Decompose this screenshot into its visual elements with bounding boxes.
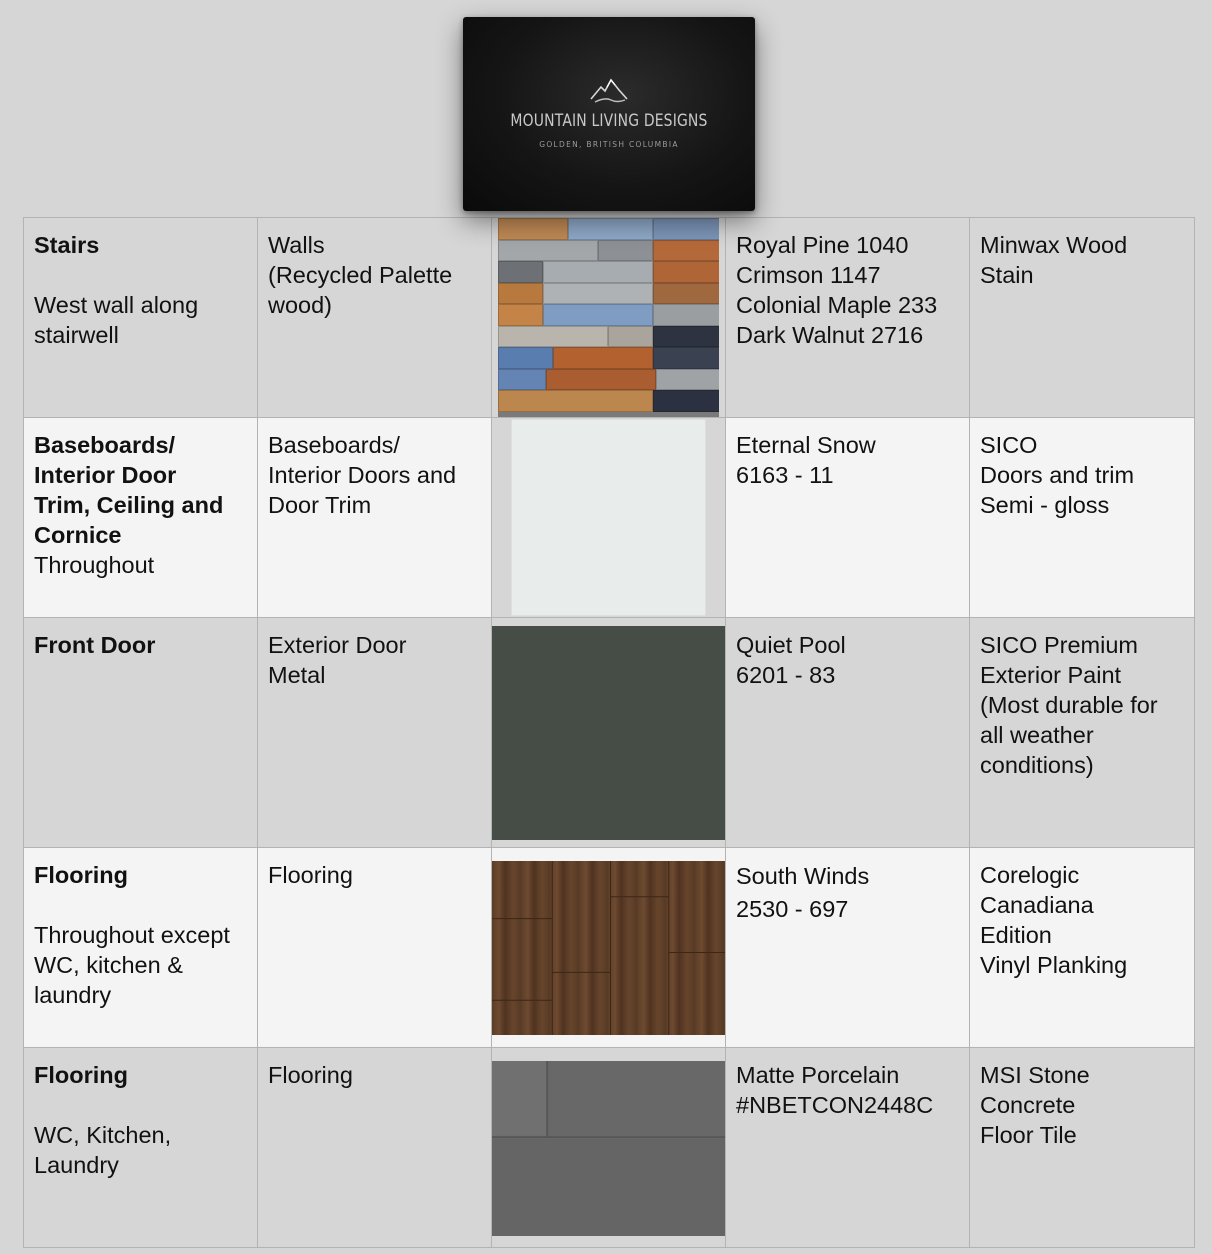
- item-line: Flooring: [268, 862, 353, 888]
- color-line: South Winds: [736, 863, 870, 889]
- area-detail-line: Laundry: [34, 1152, 119, 1178]
- table-row: [24, 1048, 1195, 1248]
- color-cell: [726, 418, 970, 618]
- item-line: Flooring: [268, 1062, 353, 1088]
- reclaimed-wood-swatch: [498, 218, 719, 417]
- area-title-line: Interior Door: [34, 462, 177, 488]
- product-line: Corelogic: [980, 862, 1080, 888]
- area-title-line: Trim, Ceiling and: [34, 492, 224, 518]
- product-line: Concrete: [980, 1092, 1076, 1118]
- area-title-line: Baseboards/: [34, 432, 176, 458]
- product-line: Exterior Paint: [980, 662, 1122, 688]
- color-cell: [726, 848, 970, 1048]
- item-line: wood): [268, 292, 333, 318]
- product-line: Floor Tile: [980, 1122, 1077, 1148]
- area-cell: [24, 1048, 258, 1248]
- color-cell: [726, 618, 970, 848]
- item-cell: [258, 418, 492, 618]
- item-cell: [258, 218, 492, 418]
- product-cell: [970, 1048, 1195, 1248]
- color-line: #NBETCON2448C: [736, 1092, 934, 1118]
- table-row: [24, 418, 1195, 618]
- product-cell: [970, 848, 1195, 1048]
- color-line: Dark Walnut 2716: [736, 322, 924, 348]
- paint-swatch: [511, 419, 706, 616]
- color-line: Quiet Pool: [736, 632, 846, 658]
- item-line: Baseboards/: [268, 432, 400, 458]
- area-detail-line: WC, kitchen &: [34, 952, 183, 978]
- item-line: (Recycled Palette: [268, 262, 453, 288]
- area-detail-line: Throughout except: [34, 922, 230, 948]
- mountain-icon: [589, 75, 629, 105]
- product-cell: [970, 418, 1195, 618]
- product-line: Canadiana: [980, 892, 1094, 918]
- color-cell: [726, 1048, 970, 1248]
- color-line: 2530 - 697: [736, 896, 849, 922]
- area-cell: [24, 848, 258, 1048]
- product-line: Stain: [980, 262, 1034, 288]
- color-line: Eternal Snow: [736, 432, 876, 458]
- logo-card: [463, 17, 755, 211]
- tile-grout: [492, 1061, 725, 1236]
- swatch-cell: [492, 848, 726, 1048]
- area-cell: [24, 218, 258, 418]
- tile-swatch: [492, 1061, 725, 1236]
- area-detail: West wall along stairwell: [34, 292, 199, 348]
- plank-seams: [492, 861, 725, 1035]
- table-row: [24, 618, 1195, 848]
- finish-schedule-table: [23, 217, 1195, 1248]
- area-title: Stairs: [34, 232, 100, 258]
- logo-title: MOUNTAIN LIVING DESIGNS: [510, 111, 708, 131]
- logo-subtitle: GOLDEN, BRITISH COLUMBIA: [539, 140, 679, 149]
- product-line: Edition: [980, 922, 1052, 948]
- product-line: conditions): [980, 752, 1094, 778]
- table-row: [24, 848, 1195, 1048]
- area-detail-line: laundry: [34, 982, 112, 1008]
- item-line: Walls: [268, 232, 325, 258]
- color-line: 6201 - 83: [736, 662, 836, 688]
- product-line: Vinyl Planking: [980, 952, 1128, 978]
- product-line: SICO: [980, 432, 1038, 458]
- vinyl-plank-swatch: [492, 861, 725, 1035]
- product-line: SICO Premium: [980, 632, 1138, 658]
- product-line: (Most durable for: [980, 692, 1158, 718]
- swatch-cell: [492, 218, 726, 418]
- product-cell: [970, 618, 1195, 848]
- product-line: Minwax Wood: [980, 232, 1128, 258]
- product-cell: [970, 218, 1195, 418]
- table-row: [24, 218, 1195, 418]
- item-line: Interior Doors and: [268, 462, 457, 488]
- item-cell: [258, 848, 492, 1048]
- product-line: Doors and trim: [980, 462, 1135, 488]
- area-detail: Throughout: [34, 552, 155, 578]
- color-line: Matte Porcelain: [736, 1062, 900, 1088]
- area-detail-line: WC, Kitchen,: [34, 1122, 172, 1148]
- swatch-cell: [492, 1048, 726, 1248]
- color-line: Colonial Maple 233: [736, 292, 938, 318]
- color-cell: [726, 218, 970, 418]
- color-line: Crimson 1147: [736, 262, 881, 288]
- paint-swatch: [492, 626, 725, 840]
- item-line: Metal: [268, 662, 326, 688]
- color-line: 6163 - 11: [736, 462, 834, 488]
- swatch-cell: [492, 418, 726, 618]
- area-title: Flooring: [34, 862, 128, 888]
- product-line: MSI Stone: [980, 1062, 1090, 1088]
- item-cell: [258, 1048, 492, 1248]
- color-line: Royal Pine 1040: [736, 232, 909, 258]
- area-title: Front Door: [34, 632, 156, 658]
- area-title: Flooring: [34, 1062, 128, 1088]
- item-line: Exterior Door: [268, 632, 407, 658]
- product-line: all weather: [980, 722, 1094, 748]
- area-cell: [24, 418, 258, 618]
- area-cell: [24, 618, 258, 848]
- area-title-line: Cornice: [34, 522, 122, 548]
- item-line: Door Trim: [268, 492, 372, 518]
- item-cell: [258, 618, 492, 848]
- product-line: Semi - gloss: [980, 492, 1110, 518]
- swatch-cell: [492, 618, 726, 848]
